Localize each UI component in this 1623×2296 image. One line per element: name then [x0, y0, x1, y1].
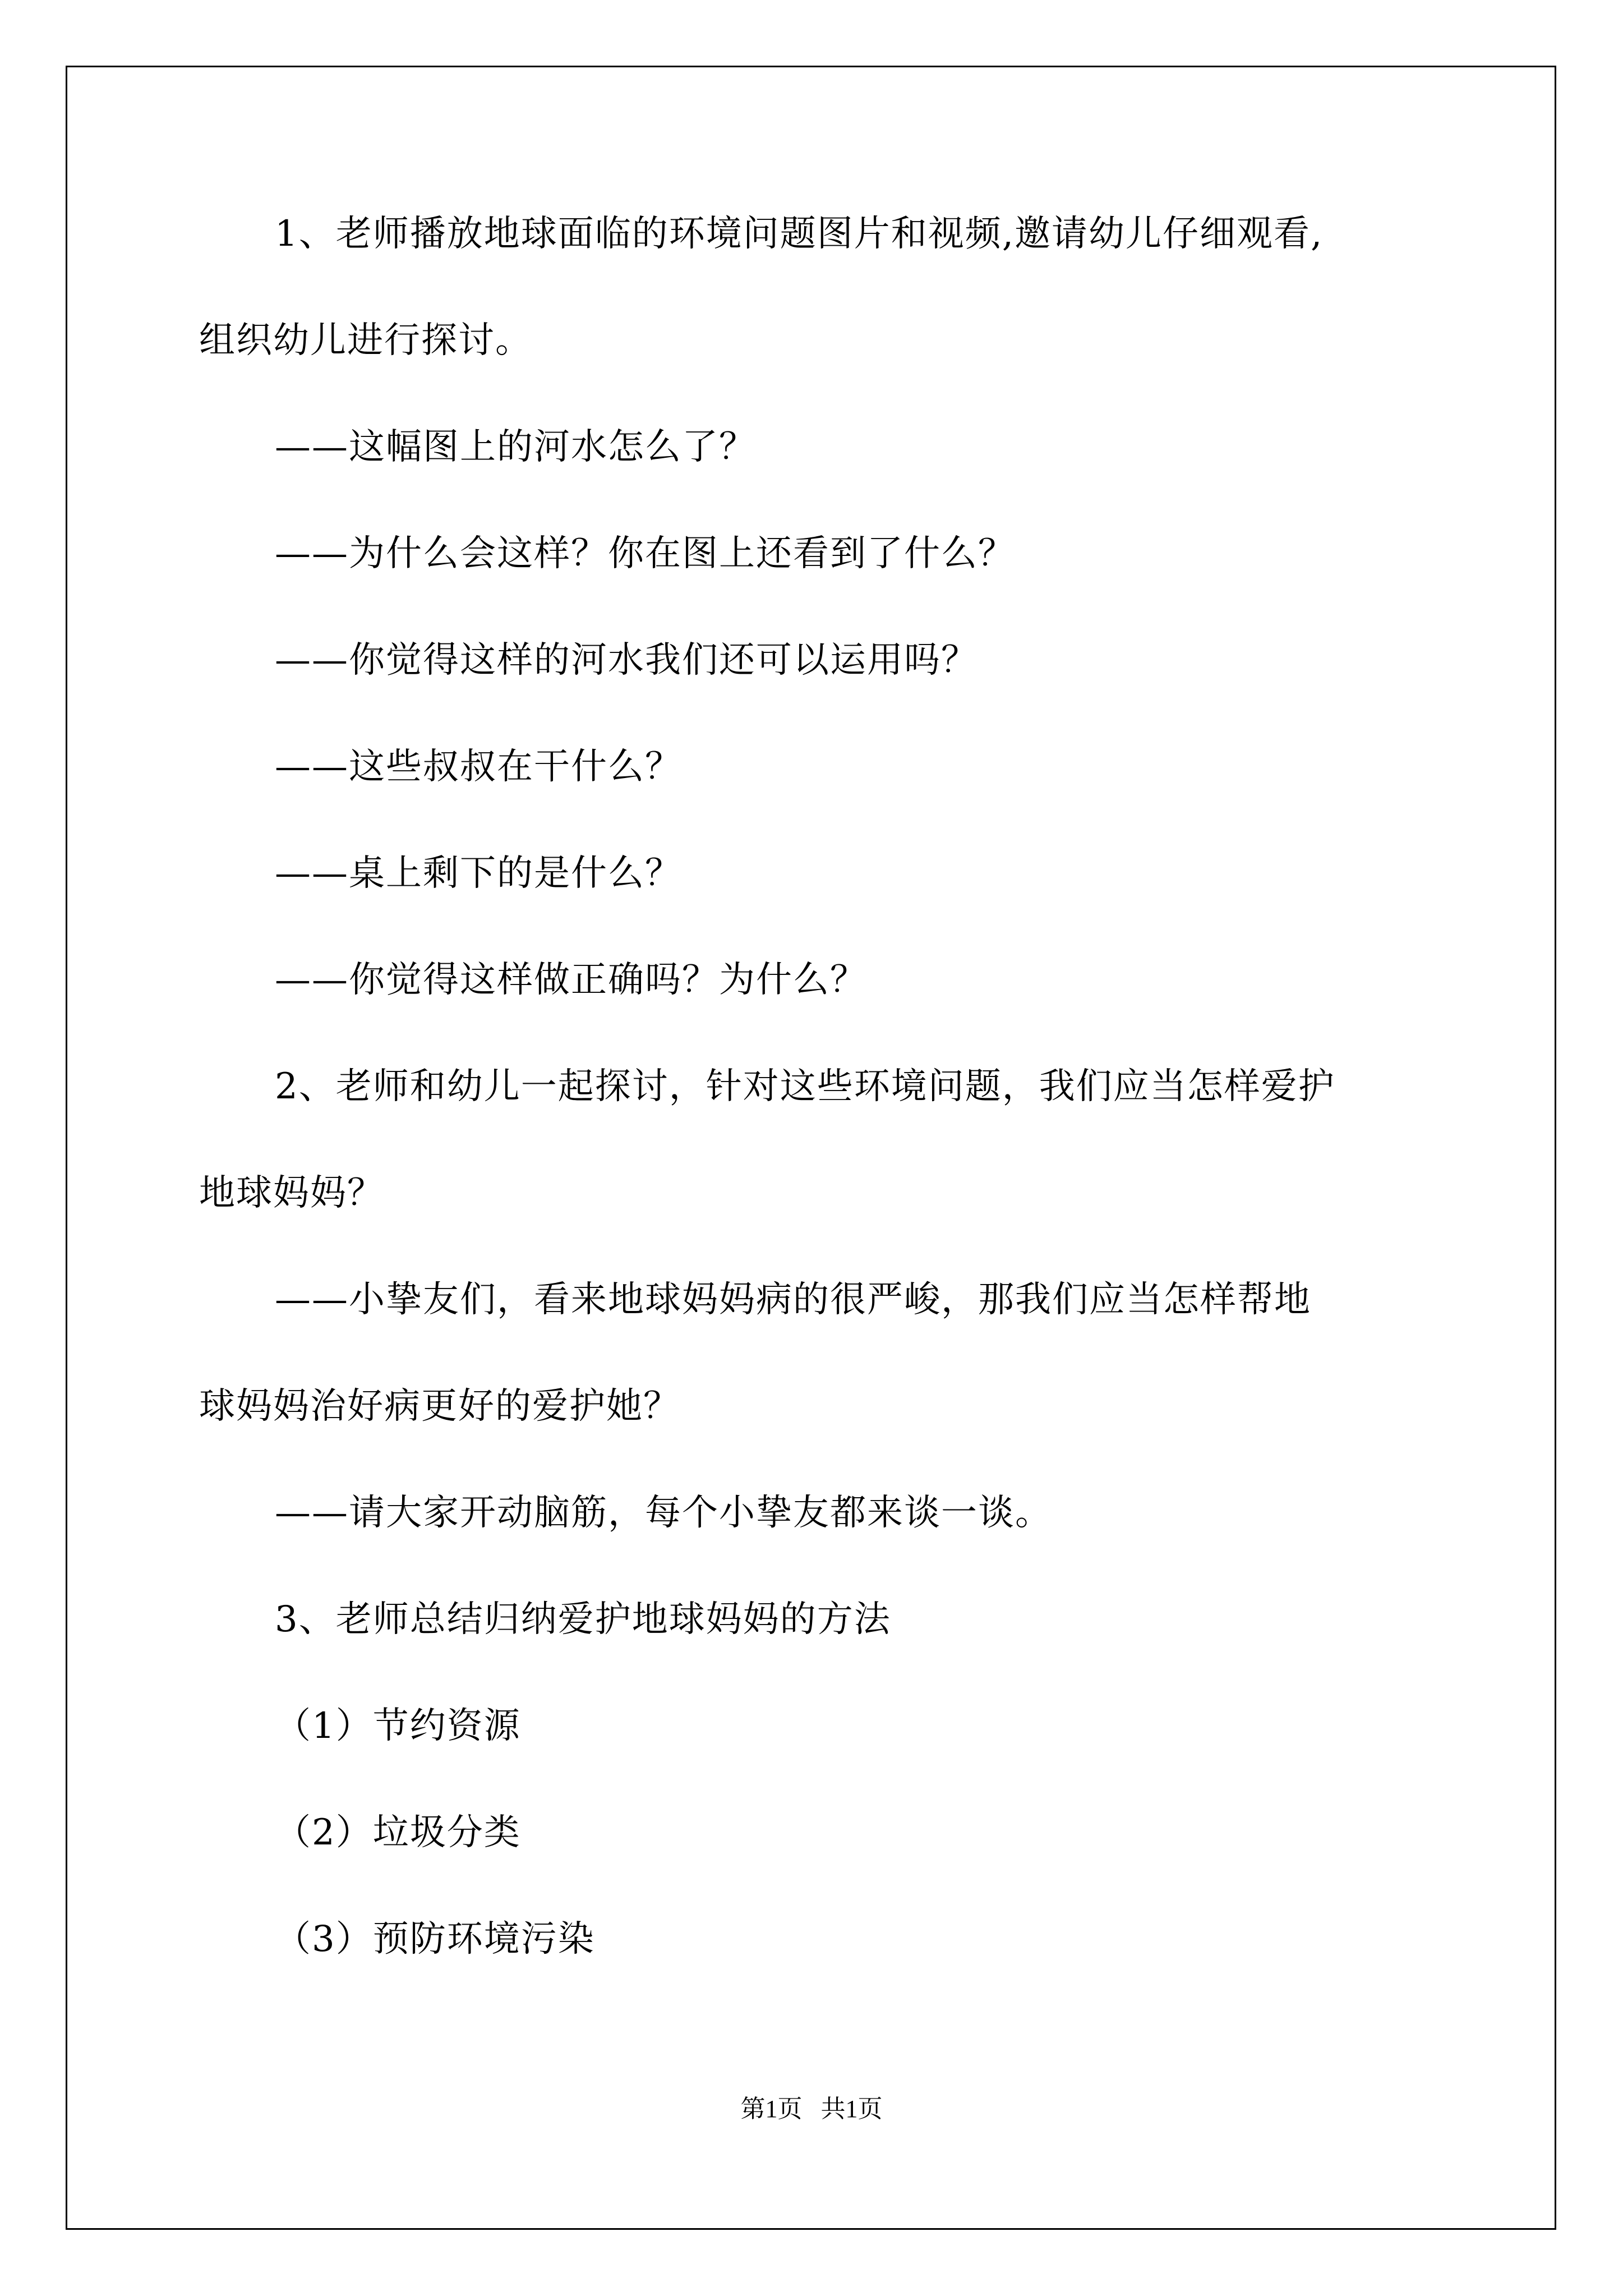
- dialogue-line-1: ——小挚友们，看来地球妈妈病的很严峻，那我们应当怎样帮地: [275, 1279, 1311, 1320]
- list-item: （2）垃圾分类: [275, 1812, 521, 1853]
- question-line: ——这些叔叔在干什么？: [275, 746, 682, 788]
- dialogue-line-2: 球妈妈治好病更好的爱护她？: [199, 1386, 680, 1427]
- paragraph-1-line-1: 1、老师播放地球面临的环境问题图片和视频,邀请幼儿仔细观看,: [275, 213, 1324, 255]
- paragraph-1-line-2: 组织幼儿进行探讨。: [199, 320, 532, 361]
- question-line: ——你觉得这样的河水我们还可以运用吗？: [275, 639, 978, 681]
- page-number: 第1页 共1页: [740, 2095, 883, 2123]
- question-line: ——桌上剩下的是什么？: [275, 853, 682, 894]
- paragraph-2-line-1: 2、老师和幼儿一起探讨，针对这些环境问题，我们应当怎样爱护: [275, 1066, 1335, 1107]
- paragraph-2-line-2: 地球妈妈？: [199, 1172, 384, 1214]
- dialogue-line: ——请大家开动脑筋，每个小挚友都来谈一谈。: [275, 1492, 1052, 1534]
- paragraph-3-heading: 3、老师总结归纳爱护地球妈妈的方法: [275, 1599, 891, 1640]
- list-item: （1）节约资源: [275, 1705, 521, 1747]
- question-line: ——这幅图上的河水怎么了？: [275, 426, 756, 468]
- question-line: ——为什么会这样？你在图上还看到了什么？: [275, 533, 1015, 574]
- question-line: ——你觉得这样做正确吗？为什么？: [275, 959, 867, 1001]
- list-item: （3）预防环境污染: [275, 1918, 595, 1960]
- page-border: [66, 66, 1556, 2230]
